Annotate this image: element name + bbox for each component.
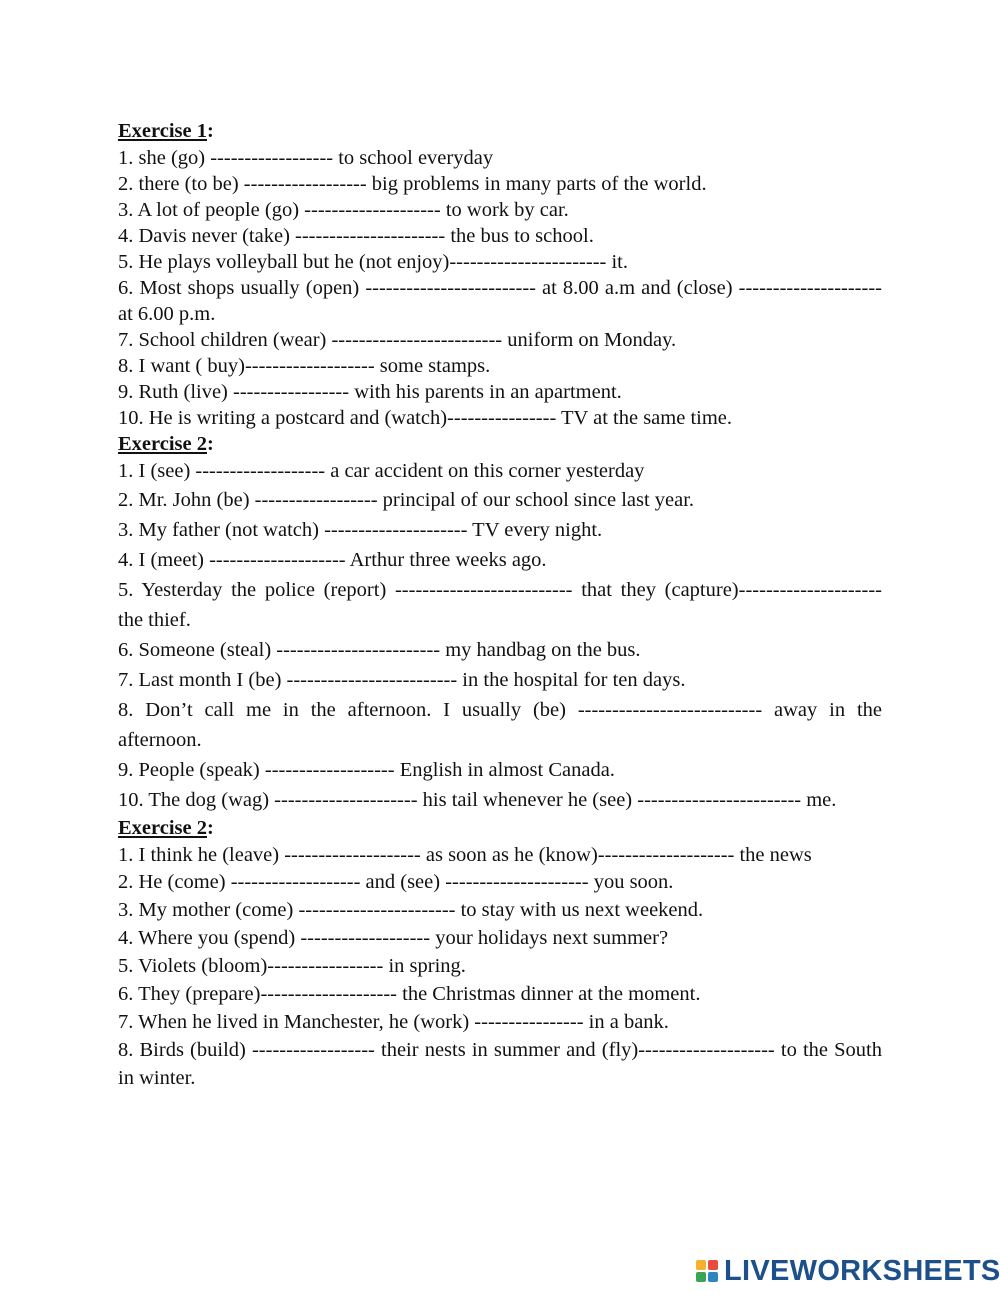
exercise-3-item-3: 3. My mother (come) ----------------------- to stay with us next weekend. <box>118 899 704 921</box>
worksheet <box>118 118 882 1092</box>
exercise-3-item-4: 4. Where you (spend) ------------------- your holidays next summer? <box>118 927 669 949</box>
exercise-2-item-4: 4. I (meet) -------------------- Arthur three weeks ago. <box>118 549 547 571</box>
logo-square-icon <box>708 1272 718 1282</box>
exercise-3-heading: Exercise 2: <box>118 817 214 839</box>
logo-square-icon <box>708 1260 718 1270</box>
exercise-1-item-8: 8. I want ( buy)------------------- some stamps. <box>118 355 491 377</box>
exercise-1-item-5: 5. He plays volleyball but he (not enjoy)----------------------- it. <box>118 251 628 273</box>
exercise-1-item-4: 4. Davis never (take) ---------------------- the bus to school. <box>118 225 594 247</box>
exercise-1-item-6: 6. Most shops usually (open) ------------------------- at 8.00 a.m and (close) --------------------- at 6.00 p.m. <box>118 277 882 325</box>
exercise-2 <box>118 431 882 815</box>
exercise-1-item-2: 2. there (to be) ------------------ big problems in many parts of the world. <box>118 173 707 195</box>
exercise-3-item-5: 5. Violets (bloom)----------------- in spring. <box>118 955 466 977</box>
exercise-3-item-7: 7. When he lived in Manchester, he (work) ---------------- in a bank. <box>118 1011 669 1033</box>
exercise-2-item-2: 2. Mr. John (be) ------------------ principal of our school since last year. <box>118 489 695 511</box>
liveworksheets-logo-icon <box>696 1260 718 1282</box>
exercise-3-item-6: 6. They (prepare)-------------------- the Christmas dinner at the moment. <box>118 983 701 1005</box>
exercise-3-item-8: 8. Birds (build) ------------------ their nests in summer and (fly)-------------------- to the South in winter. <box>118 1039 882 1089</box>
logo-square-icon <box>696 1272 706 1282</box>
logo-text: LIVEWORKSHEETS <box>724 1254 1000 1287</box>
exercise-3 <box>118 815 882 1092</box>
exercise-2-item-9: 9. People (speak) ------------------- English in almost Canada. <box>118 759 615 781</box>
exercise-1 <box>118 118 882 431</box>
exercise-2-item-1: 1. I (see) ------------------- a car accident on this corner yesterday <box>118 460 645 482</box>
exercise-2-heading: Exercise 2: <box>118 433 214 455</box>
liveworksheets-logo <box>696 1256 1000 1286</box>
exercise-2-item-5: 5. Yesterday the police (report) -------------------------- that they (capture)--------------------- the thief. <box>118 579 882 631</box>
exercise-3-item-1: 1. I think he (leave) -------------------- as soon as he (know)-------------------- the news <box>118 844 812 866</box>
exercise-2-item-6: 6. Someone (steal) ------------------------ my handbag on the bus. <box>118 639 641 661</box>
exercise-1-item-1: 1. she (go) ------------------ to school everyday <box>118 147 494 169</box>
exercise-2-item-10: 10. The dog (wag) --------------------- his tail whenever he (see) ------------------------ me. <box>118 789 837 811</box>
exercise-1-item-9: 9. Ruth (live) ----------------- with his parents in an apartment. <box>118 381 622 403</box>
logo-square-icon <box>696 1260 706 1270</box>
exercise-3-item-2: 2. He (come) ------------------- and (see) --------------------- you soon. <box>118 871 674 893</box>
exercise-1-heading: Exercise 1: <box>118 120 214 142</box>
exercise-2-item-8: 8. Don’t call me in the afternoon. I usually (be) --------------------------- away in the afternoon. <box>118 699 882 751</box>
exercise-2-item-3: 3. My father (not watch) --------------------- TV every night. <box>118 519 603 541</box>
exercise-1-item-10: 10. He is writing a postcard and (watch)---------------- TV at the same time. <box>118 407 732 429</box>
exercise-1-item-3: 3. A lot of people (go) -------------------- to work by car. <box>118 199 569 221</box>
exercise-2-item-7: 7. Last month I (be) ------------------------- in the hospital for ten days. <box>118 669 686 691</box>
exercise-1-item-7: 7. School children (wear) ------------------------- uniform on Monday. <box>118 329 677 351</box>
